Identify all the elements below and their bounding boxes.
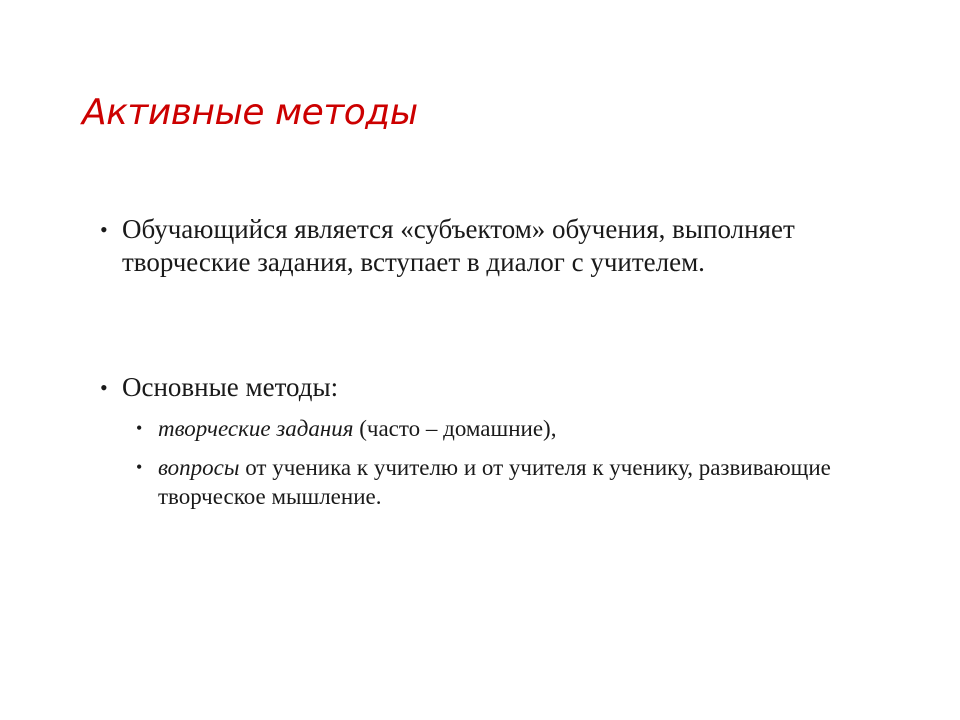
sub-bullet-item [136,414,856,443]
sub-bullet-emphasis: творческие задания [158,416,354,441]
sub-bullet-item [136,453,856,511]
bullet-marker: • [100,375,108,400]
sub-bullet-rest: (часто – домашние), [353,416,557,441]
bullet-text: Обучающийся является «субъектом» обучения, выполняет творческие задания, вступает в диалог с учителем. [122,214,795,277]
bullet-item [100,371,820,404]
sub-bullet-text [158,414,856,443]
sub-bullet-marker: • [136,418,143,438]
bullet-text: Основные методы: [122,372,339,402]
bullet-marker: • [100,217,108,242]
sub-bullet-marker: • [136,457,143,477]
slide-title: Активные методы [82,92,418,133]
sub-bullet-emphasis: вопросы [158,455,240,480]
sub-bullet-text [158,453,856,511]
bullet-item [100,213,820,279]
sub-bullet-rest: от ученика к учителю и от учителя к ученику, развивающие творческое мышление. [158,455,831,509]
